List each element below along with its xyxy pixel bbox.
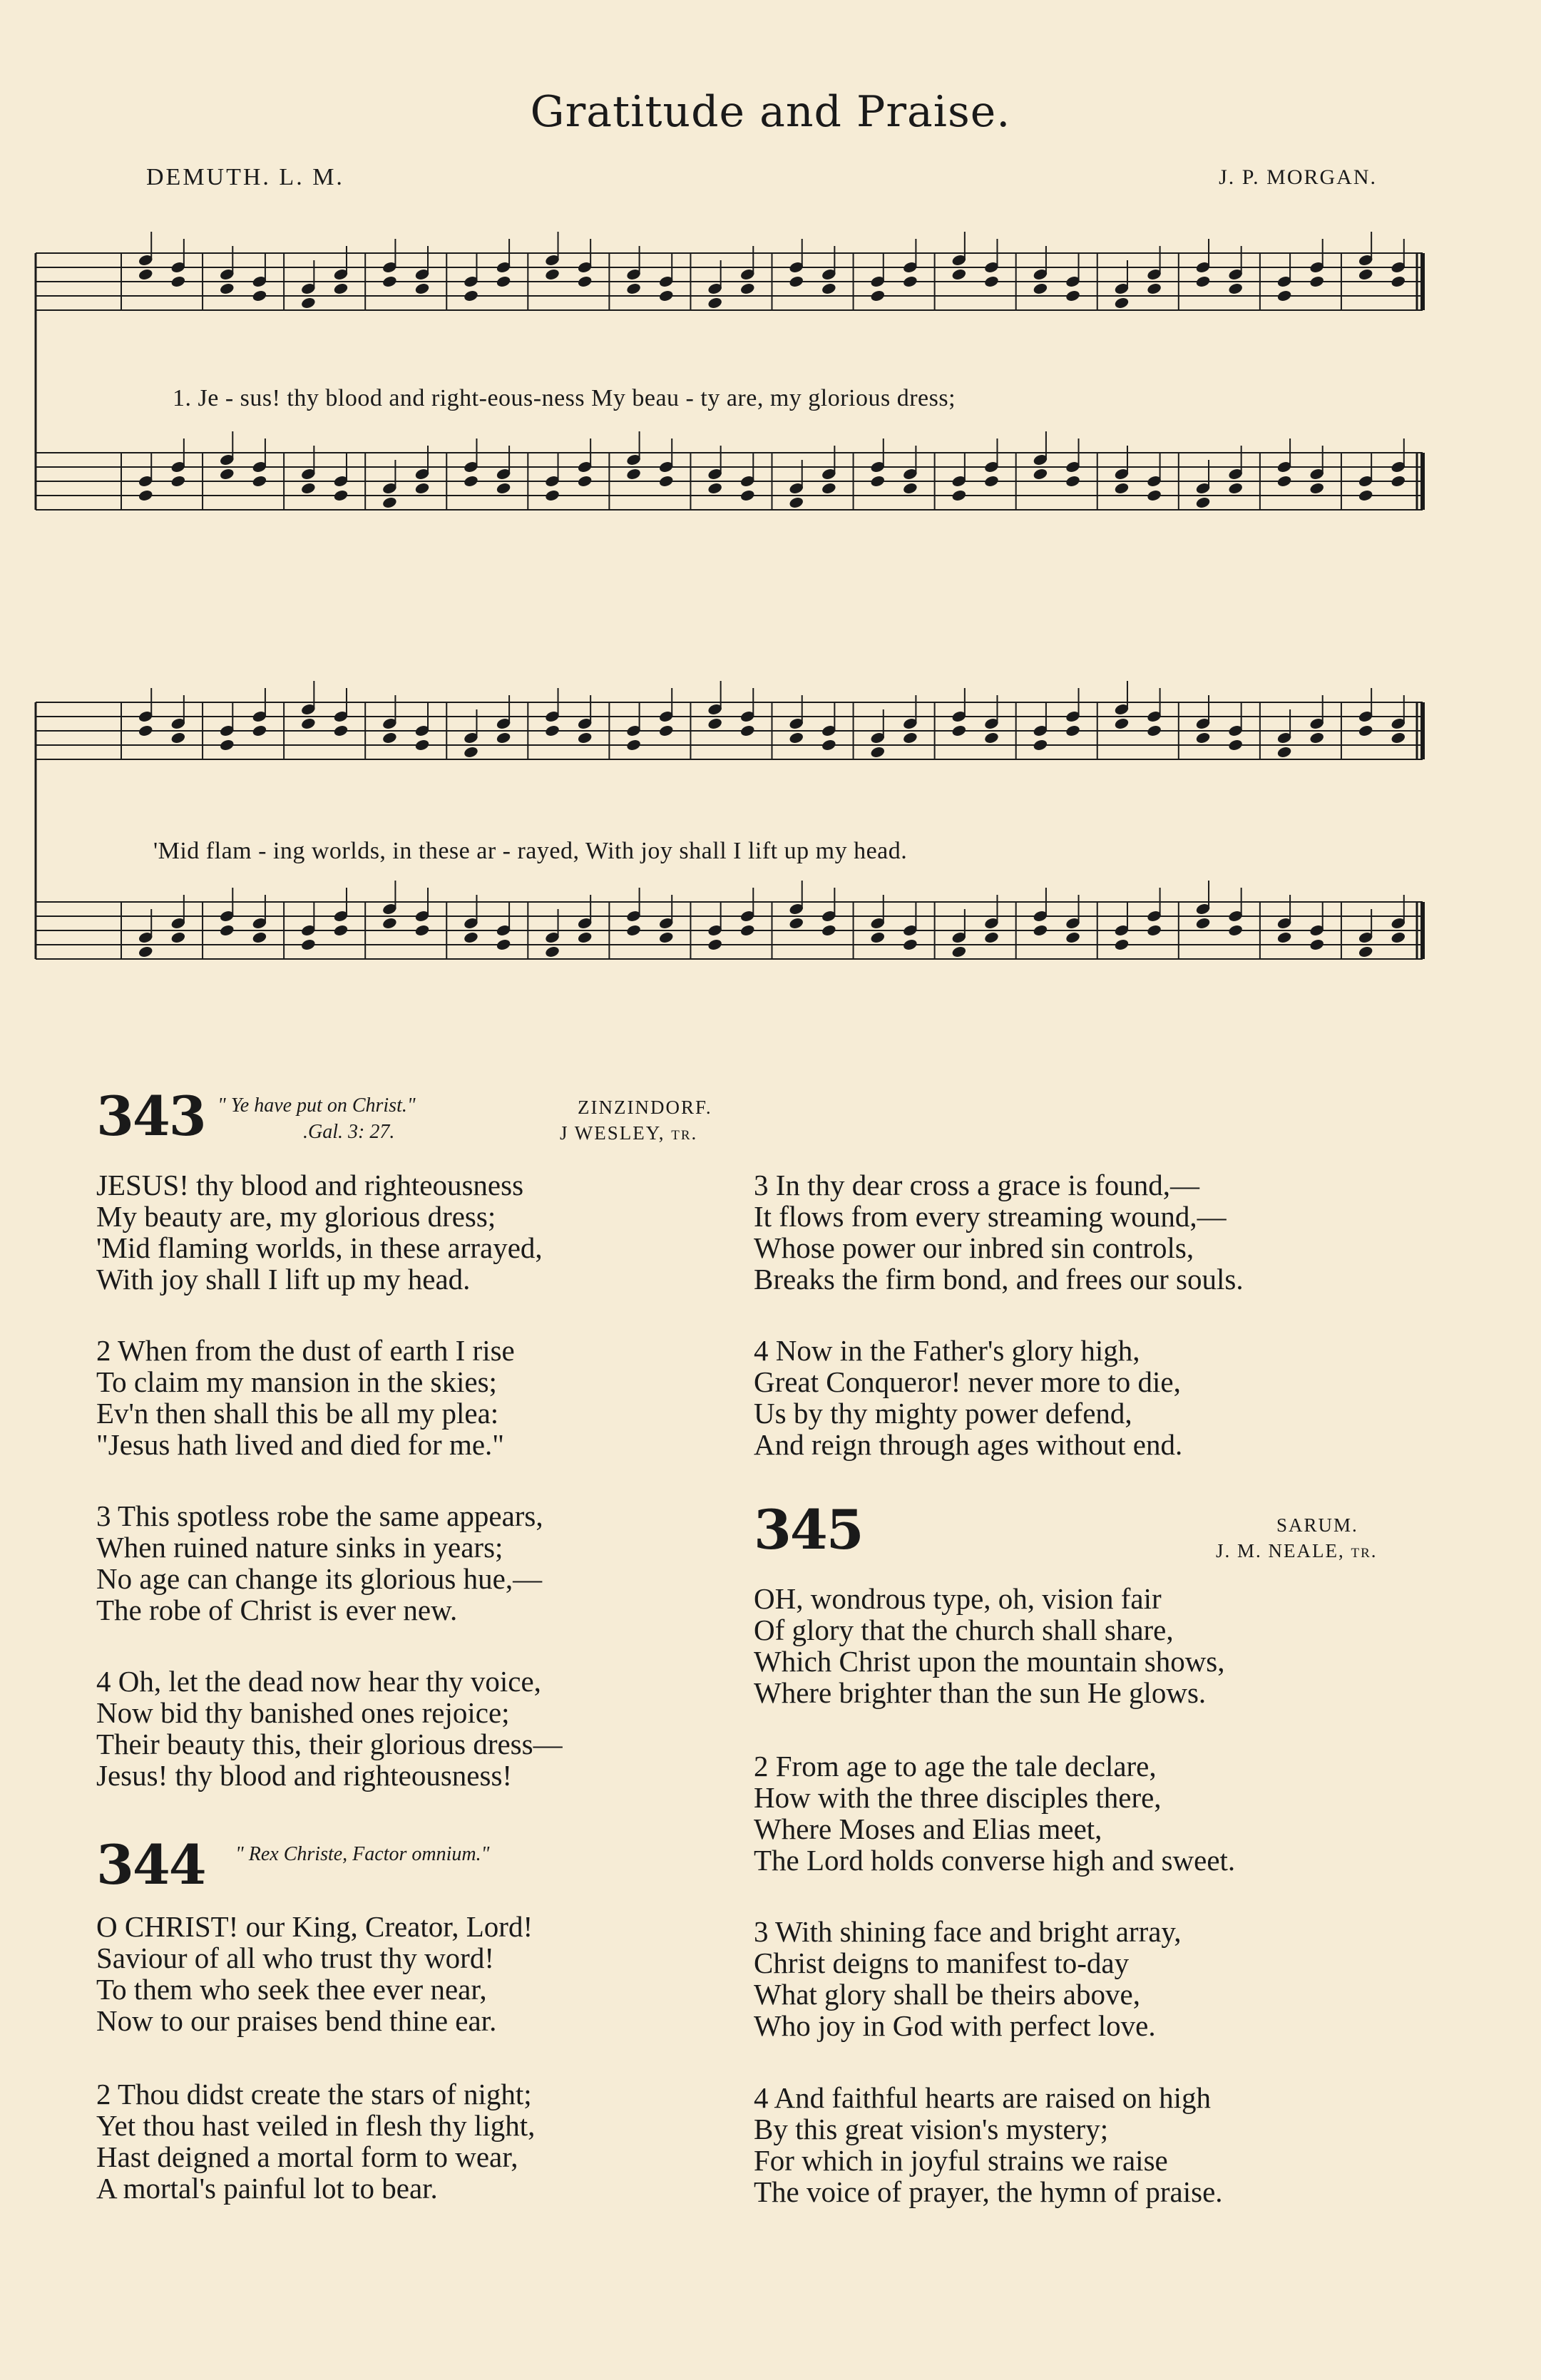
hymn-343-stanza-4-right <box>754 1335 1182 1460</box>
hymn-345-stanza-4-line-4: The voice of prayer, the hymn of praise. <box>754 2175 1223 2208</box>
hymn-343-stanza-4-line-4: Jesus! thy blood and righteousness! <box>96 1759 513 1792</box>
music-score <box>0 0 1541 1070</box>
hymn-345-stanza-3-line-2: Christ deigns to manifest to-day <box>754 1946 1130 1979</box>
hymn-344-stanza-2-line-4: A mortal's painful lot to bear. <box>96 2172 438 2205</box>
hymn-344-stanza-1-line-4: Now to our praises bend thine ear. <box>96 2004 497 2037</box>
hymn-344-stanza-2-line-1: 2 Thou didst create the stars of night; <box>96 2078 532 2110</box>
hymn-345-stanza-1-line-2: Of glory that the church shall share, <box>754 1614 1174 1646</box>
hymn-344-stanza-1-line-3: To them who seek thee ever near, <box>96 1973 487 2006</box>
tune-composer: J. P. MORGAN. <box>1219 165 1377 189</box>
hymn-343-epigraph: " Ye have put on Christ." <box>217 1094 416 1117</box>
hymn-343-stanza-3-right <box>754 1169 1244 1295</box>
hymn-344-stanza-2-line-2: Yet thou hast veiled in flesh thy light, <box>96 2109 536 2142</box>
lyrics-line-2: 'Mid flam - ing worlds, in these ar - rayed, With joy shall I lift up my head. <box>153 838 908 864</box>
hymn-number-344: 344 <box>96 1833 205 1897</box>
hymn-343-stanza-2-line-3: Ev'n then shall this be all my plea: <box>96 1397 499 1430</box>
hymn-343-right-stanza-1-line-2: It flows from every streaming wound,— <box>754 1200 1227 1233</box>
hymn-345-stanza-2-line-4: The Lord holds converse high and sweet. <box>754 1844 1236 1877</box>
hymn-345-stanza-3-line-1: 3 With shining face and bright array, <box>754 1915 1182 1948</box>
hymn-343-stanza-3-line-2: When ruined nature sinks in years; <box>96 1531 503 1564</box>
hymn-345-translator: J. M. NEALE, tr. <box>1216 1540 1378 1561</box>
section-title: Gratitude and Praise. <box>530 87 1011 137</box>
hymn-345-stanza-4-line-2: By this great vision's mystery; <box>754 2113 1109 2145</box>
hymn-343-stanza-1-line-3: 'Mid flaming worlds, in these arrayed, <box>96 1231 543 1264</box>
hymn-343-author: ZINZINDORF. <box>578 1097 712 1118</box>
hymn-343-right-stanza-1-line-4: Breaks the firm bond, and frees our souls. <box>754 1263 1244 1296</box>
hymn-345-stanza-2-line-1: 2 From age to age the tale declare, <box>754 1750 1157 1783</box>
hymn-343-stanza-1-line-2: My beauty are, my glorious dress; <box>96 1200 496 1233</box>
lyrics-line-1: 1. Je - sus! thy blood and right-eous-ness My beau - ty are, my glorious dress; <box>173 385 956 411</box>
hymn-343-right-stanza-2-line-2: Great Conqueror! never more to die, <box>754 1365 1181 1398</box>
hymn-343-stanza-2-line-1: 2 When from the dust of earth I rise <box>96 1334 515 1367</box>
hymn-343-right-stanza-1-line-3: Whose power our inbred sin controls, <box>754 1231 1194 1264</box>
hymn-345-stanza-4 <box>754 2082 1223 2207</box>
hymn-344-stanza-2 <box>96 2078 535 2204</box>
hymn-343-reference: .Gal. 3: 27. <box>303 1121 395 1143</box>
hymn-344-epigraph: " Rex Christe, Factor omnium." <box>235 1843 490 1865</box>
hymn-345-stanza-4-line-1: 4 And faithful hearts are raised on high <box>754 2081 1212 2114</box>
hymn-number-345: 345 <box>754 1498 863 1561</box>
hymn-345-stanza-2-line-2: How with the three disciples there, <box>754 1781 1162 1814</box>
hymn-343-stanza-3-line-1: 3 This spotless robe the same appears, <box>96 1499 543 1532</box>
hymn-343-stanza-4 <box>96 1666 563 1791</box>
hymn-345-stanza-2 <box>754 1750 1235 1876</box>
hymn-345-stanza-4-line-3: For which in joyful strains we raise <box>754 2144 1168 2177</box>
hymn-343-stanza-2 <box>96 1335 515 1460</box>
hymn-343-right-stanza-2-line-4: And reign through ages without end. <box>754 1428 1183 1461</box>
hymn-345-stanza-2-line-3: Where Moses and Elias meet, <box>754 1812 1102 1845</box>
hymn-344-stanza-1-line-2: Saviour of all who trust thy word! <box>96 1942 494 1974</box>
hymn-344-stanza-1 <box>96 1911 533 2036</box>
hymn-345-stanza-3-line-3: What glory shall be theirs above, <box>754 1978 1140 2011</box>
hymn-343-translator: J WESLEY, tr. <box>560 1122 698 1144</box>
hymn-343-right-stanza-1-line-1: 3 In thy dear cross a grace is found,— <box>754 1169 1200 1201</box>
hymn-343-stanza-3-line-4: The robe of Christ is ever new. <box>96 1594 458 1626</box>
tune-name: DEMUTH. L. M. <box>146 164 344 190</box>
hymn-345-stanza-1-line-4: Where brighter than the sun He glows. <box>754 1676 1207 1709</box>
hymn-343-stanza-1-line-4: With joy shall I lift up my head. <box>96 1263 471 1296</box>
hymn-343-stanza-2-line-4: "Jesus hath lived and died for me." <box>96 1428 505 1461</box>
hymn-343-stanza-3 <box>96 1500 543 1626</box>
hymn-343-stanza-4-line-3: Their beauty this, their glorious dress— <box>96 1728 563 1760</box>
hymn-345-stanza-1 <box>754 1583 1225 1708</box>
hymn-345-author: SARUM. <box>1276 1514 1358 1536</box>
hymn-343-stanza-3-line-3: No age can change its glorious hue,— <box>96 1562 543 1595</box>
hymn-344-stanza-1-line-1: O CHRIST! our King, Creator, Lord! <box>96 1910 533 1943</box>
hymn-343-stanza-4-line-2: Now bid thy banished ones rejoice; <box>96 1696 510 1729</box>
hymn-343-stanza-1 <box>96 1169 543 1295</box>
hymn-345-stanza-3-line-4: Who joy in God with perfect love. <box>754 2009 1156 2042</box>
hymn-345-stanza-1-line-3: Which Christ upon the mountain shows, <box>754 1645 1225 1678</box>
hymn-343-stanza-1-line-1: JESUS! thy blood and righteousness <box>96 1169 524 1201</box>
hymn-number-343: 343 <box>96 1084 205 1148</box>
hymn-343-right-stanza-2-line-1: 4 Now in the Father's glory high, <box>754 1334 1140 1367</box>
hymn-343-stanza-4-line-1: 4 Oh, let the dead now hear thy voice, <box>96 1665 541 1698</box>
hymn-343-right-stanza-2-line-3: Us by thy mighty power defend, <box>754 1397 1132 1430</box>
hymn-343-stanza-2-line-2: To claim my mansion in the skies; <box>96 1365 497 1398</box>
hymn-344-stanza-2-line-3: Hast deigned a mortal form to wear, <box>96 2140 518 2173</box>
hymn-345-stanza-1-line-1: OH, wondrous type, oh, vision fair <box>754 1582 1162 1615</box>
hymn-345-stanza-3 <box>754 1916 1182 2041</box>
